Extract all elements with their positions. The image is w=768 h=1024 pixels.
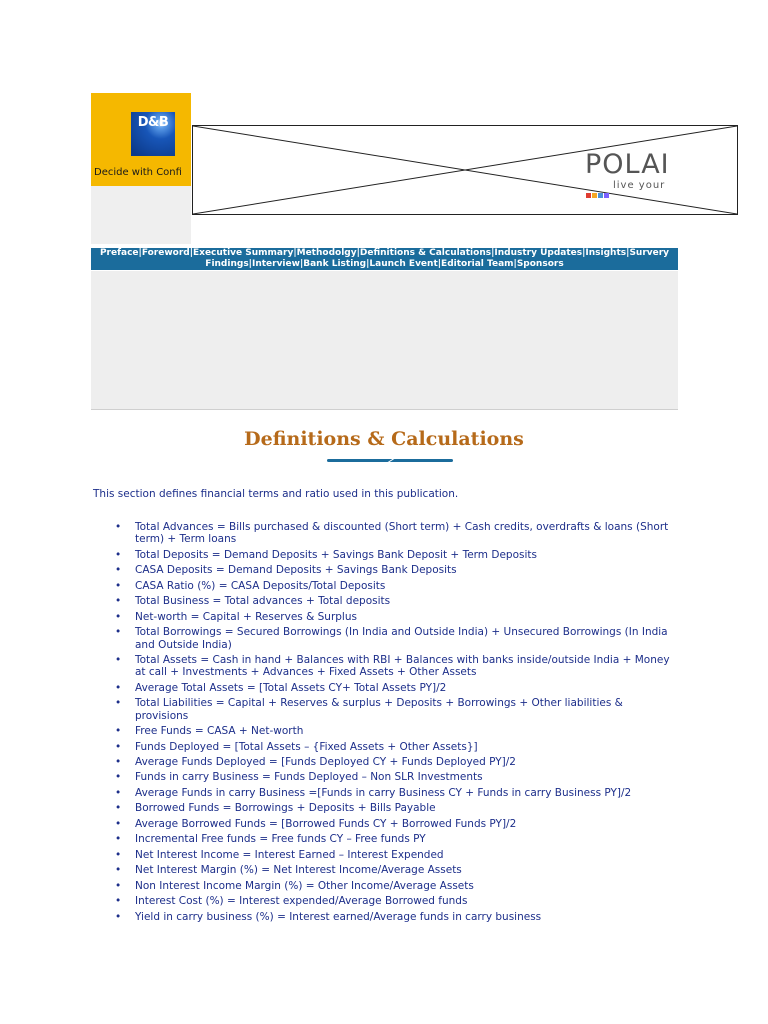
nav-link-foreword[interactable]: Foreword [141,248,190,258]
dnb-tagline: Decide with Confi [94,167,182,178]
polaris-logo: POLAI [585,149,670,180]
page-title: Definitions & Calculations [244,428,524,450]
polaris-tagline: live your [613,180,666,191]
nav-link-preface[interactable]: Preface [99,248,139,258]
nav-separator: | [299,259,304,269]
definition-item: • Interest Cost (%) = Interest expended/Average Borrowed funds [115,895,675,907]
polaris-color-dots [586,183,610,202]
polaris-dot [604,193,609,198]
nav-link-interview[interactable]: Interview [251,259,300,269]
nav-link-executive-summary[interactable]: Executive Summary [193,248,294,258]
definition-item: • CASA Deposits = Demand Deposits + Savings Bank Deposits [115,564,675,576]
definition-item: • Total Liabilities = Capital + Reserves & surplus + Deposits + Borrowings + Other liabilities & provisions [115,697,675,722]
nav-separator: | [248,259,252,269]
nav-separator: | [437,259,442,269]
definition-item: • Net-worth = Capital + Reserves & Surplus [115,611,675,623]
definition-item: • Borrowed Funds = Borrowings + Deposits + Bills Payable [115,802,675,814]
definition-item: • Average Funds Deployed = [Funds Deployed CY + Funds Deployed PY]/2 [115,756,675,768]
nav-link-survery-findings[interactable]: Survery Findings [205,248,670,269]
nav-link-bank-listing[interactable]: Bank Listing [303,259,367,269]
dnb-logo-block [91,93,191,244]
definition-item: • Non Interest Income Margin (%) = Other Income/Average Assets [115,880,675,892]
title-underline [327,458,453,463]
definition-item: • Net Interest Income = Interest Earned – Interest Expended [115,849,675,861]
nav-link-editorial-team[interactable]: Editorial Team [441,259,514,269]
definition-item: • Incremental Free funds = Free funds CY – Free funds PY [115,833,675,845]
content-panel [91,271,678,410]
definition-item: • Average Total Assets = [Total Assets CY+ Total Assets PY]/2 [115,682,675,694]
nav-link-methodolgy[interactable]: Methodolgy [296,248,357,258]
nav-bar [91,248,678,270]
nav-separator: | [138,248,142,258]
nav-link-launch-event[interactable]: Launch Event [369,259,438,269]
nav-separator: | [513,259,517,269]
definition-item: • Total Deposits = Demand Deposits + Savings Bank Deposit + Term Deposits [115,549,675,561]
dnb-logo-text: D&B [137,115,169,130]
dnb-logo[interactable] [91,93,191,186]
nav-separator: | [366,259,370,269]
definition-item: • Average Funds in carry Business =[Funds in carry Business CY + Funds in carry Business PY]/2 [115,787,675,799]
definition-item: • Total Assets = Cash in hand + Balances with RBI + Balances with banks inside/outside India + Money at call + Investments + Advances + Fixed Assets + Other Assets [115,654,675,679]
dnb-logo-mark [131,112,175,156]
nav-link-insights[interactable]: Insights [585,248,627,258]
nav-separator: | [189,248,193,258]
definition-item: • Net Interest Margin (%) = Net Interest Income/Average Assets [115,864,675,876]
polaris-dot [586,193,591,198]
definition-item: • CASA Ratio (%) = CASA Deposits/Total Deposits [115,580,675,592]
polaris-dot [598,193,603,198]
nav-separator: | [491,248,495,258]
definition-item: • Total Business = Total advances + Total deposits [115,595,675,607]
nav-link-sponsors[interactable]: Sponsors [516,259,564,269]
nav-separator: | [356,248,360,258]
nav-link-definitions-calculations[interactable]: Definitions & Calculations [359,248,492,258]
definition-item: • Total Borrowings = Secured Borrowings (In India and Outside India) + Unsecured Borrowings (In India and Outside India) [115,626,675,651]
nav-separator: | [293,248,297,258]
definitions-list [115,521,675,926]
polaris-dot [592,193,597,198]
banner-image-placeholder[interactable] [192,125,738,215]
definition-item: • Yield in carry business (%) = Interest earned/Average funds in carry business [115,911,675,923]
intro-text: This section defines financial terms and ratio used in this publication. [93,488,459,500]
nav-separator: | [626,248,630,258]
nav-link-industry-updates[interactable]: Industry Updates [494,248,583,258]
nav-separator: | [582,248,586,258]
definition-item: • Total Advances = Bills purchased & discounted (Short term) + Cash credits, overdrafts & loans (Short term) + Term loans [115,521,675,546]
definition-item: • Funds Deployed = [Total Assets – {Fixed Assets + Other Assets}] [115,741,675,753]
definition-item: • Free Funds = CASA + Net-worth [115,725,675,737]
definition-item: • Average Borrowed Funds = [Borrowed Funds CY + Borrowed Funds PY]/2 [115,818,675,830]
definition-item: • Funds in carry Business = Funds Deployed – Non SLR Investments [115,771,675,783]
